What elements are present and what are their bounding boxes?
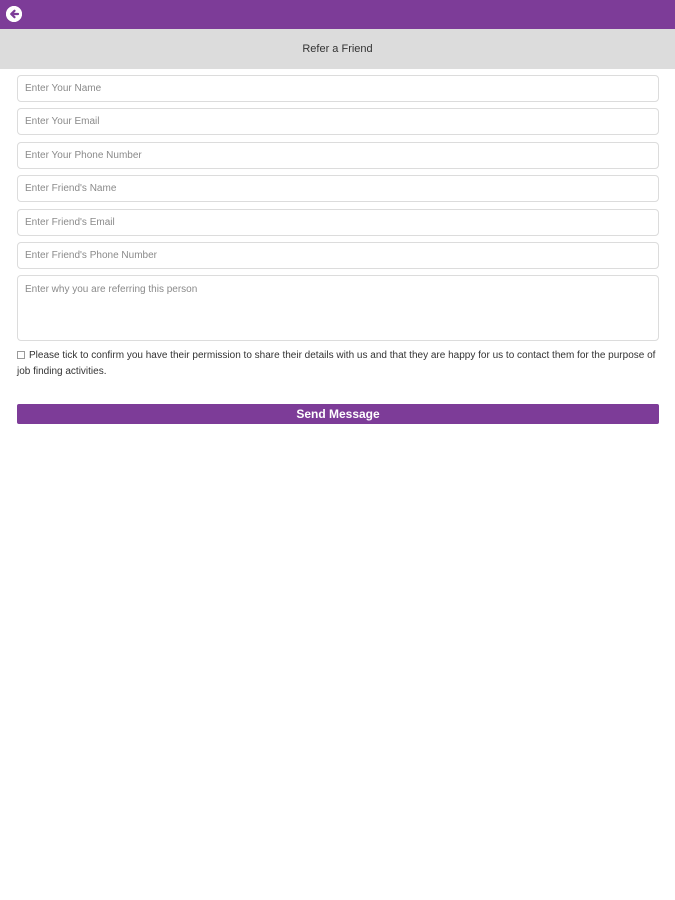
page-title: Refer a Friend (302, 43, 373, 55)
your-name-input[interactable] (17, 75, 659, 102)
back-button[interactable] (6, 6, 22, 22)
your-phone-input[interactable] (17, 142, 659, 169)
referral-form (17, 75, 659, 380)
top-app-bar (0, 0, 675, 29)
your-email-input[interactable] (17, 108, 659, 135)
consent-label: Please tick to confirm you have their permission to share their details with us and that they are happy for us to contact them for the purpose of job finding activities. (17, 350, 656, 378)
friend-name-input[interactable] (17, 175, 659, 202)
referral-reason-textarea[interactable] (17, 275, 659, 341)
back-arrow-circle-icon (6, 6, 22, 22)
title-bar (0, 29, 675, 69)
friend-phone-input[interactable] (17, 242, 659, 269)
send-message-button[interactable]: Send Message (17, 404, 659, 424)
consent-checkbox[interactable] (17, 351, 25, 359)
friend-email-input[interactable] (17, 209, 659, 236)
consent-row (17, 348, 659, 380)
